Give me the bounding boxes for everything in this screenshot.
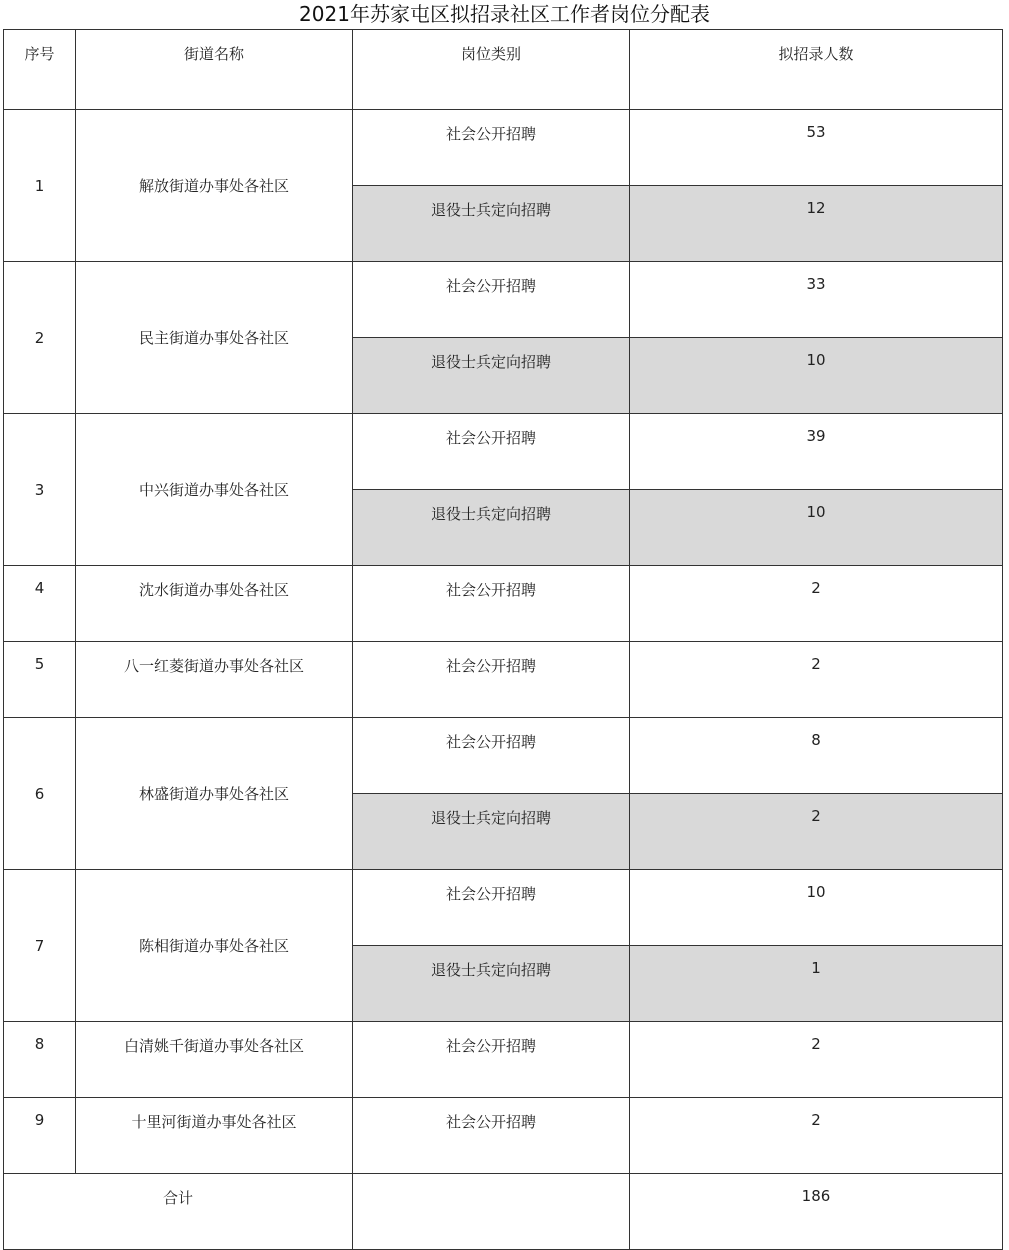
- header-count: 拟招录人数: [630, 30, 1003, 110]
- recruit-count-cell: 53: [630, 110, 1003, 186]
- position-type-cell: 退役士兵定向招聘: [353, 794, 630, 870]
- total-label-cell: 合计: [4, 1174, 353, 1250]
- row-number-cell: 3: [4, 414, 76, 566]
- table-row: [4, 1098, 1003, 1174]
- recruit-count-cell: 39: [630, 414, 1003, 490]
- street-name-cell: 八一红菱街道办事处各社区: [76, 642, 353, 718]
- street-name-cell: 陈相街道办事处各社区: [76, 870, 353, 1022]
- recruit-count-cell: 8: [630, 718, 1003, 794]
- position-type-cell: 社会公开招聘: [353, 1022, 630, 1098]
- row-number-cell: 5: [4, 642, 76, 718]
- table-row: [4, 110, 1003, 186]
- position-type-cell: 社会公开招聘: [353, 642, 630, 718]
- street-name-cell: 解放街道办事处各社区: [76, 110, 353, 262]
- position-type-cell: 社会公开招聘: [353, 414, 630, 490]
- header-position-type: 岗位类别: [353, 30, 630, 110]
- recruit-count-cell: 10: [630, 490, 1003, 566]
- table-row: [4, 262, 1003, 338]
- position-type-cell: 社会公开招聘: [353, 110, 630, 186]
- position-type-cell: 社会公开招聘: [353, 718, 630, 794]
- table-row: [4, 718, 1003, 794]
- header-num: 序号: [4, 30, 76, 110]
- row-number-cell: 6: [4, 718, 76, 870]
- row-number-cell: 2: [4, 262, 76, 414]
- recruit-count-cell: 2: [630, 1098, 1003, 1174]
- street-name-cell: 中兴街道办事处各社区: [76, 414, 353, 566]
- street-name-cell: 民主街道办事处各社区: [76, 262, 353, 414]
- row-number-cell: 4: [4, 566, 76, 642]
- position-type-cell: 退役士兵定向招聘: [353, 186, 630, 262]
- position-type-cell: 退役士兵定向招聘: [353, 946, 630, 1022]
- row-number-cell: 1: [4, 110, 76, 262]
- table-row: [4, 414, 1003, 490]
- position-type-cell: 社会公开招聘: [353, 262, 630, 338]
- row-number-cell: 8: [4, 1022, 76, 1098]
- recruit-count-cell: 2: [630, 794, 1003, 870]
- recruit-count-cell: 2: [630, 566, 1003, 642]
- position-type-cell: 退役士兵定向招聘: [353, 490, 630, 566]
- total-type-cell: [353, 1174, 630, 1250]
- row-number-cell: 9: [4, 1098, 76, 1174]
- position-type-cell: 社会公开招聘: [353, 1098, 630, 1174]
- page-title: 2021年苏家屯区拟招录社区工作者岗位分配表: [299, 2, 710, 26]
- row-number-cell: 7: [4, 870, 76, 1022]
- table-row: [4, 566, 1003, 642]
- recruit-count-cell: 33: [630, 262, 1003, 338]
- position-type-cell: 退役士兵定向招聘: [353, 338, 630, 414]
- recruit-count-cell: 1: [630, 946, 1003, 1022]
- allocation-table: [3, 29, 1003, 1250]
- recruit-count-cell: 2: [630, 642, 1003, 718]
- position-type-cell: 社会公开招聘: [353, 566, 630, 642]
- recruit-count-cell: 12: [630, 186, 1003, 262]
- table-row: [4, 642, 1003, 718]
- recruit-count-cell: 10: [630, 338, 1003, 414]
- table-row: [4, 1022, 1003, 1098]
- street-name-cell: 林盛街道办事处各社区: [76, 718, 353, 870]
- recruit-count-cell: 2: [630, 1022, 1003, 1098]
- header-street: 街道名称: [76, 30, 353, 110]
- table-body: [4, 30, 1003, 1250]
- table-header-row: [4, 30, 1003, 110]
- table-row: [4, 870, 1003, 946]
- street-name-cell: 白清姚千街道办事处各社区: [76, 1022, 353, 1098]
- street-name-cell: 沈水街道办事处各社区: [76, 566, 353, 642]
- total-row: [4, 1174, 1003, 1250]
- total-count-cell: 186: [630, 1174, 1003, 1250]
- position-type-cell: 社会公开招聘: [353, 870, 630, 946]
- recruit-count-cell: 10: [630, 870, 1003, 946]
- street-name-cell: 十里河街道办事处各社区: [76, 1098, 353, 1174]
